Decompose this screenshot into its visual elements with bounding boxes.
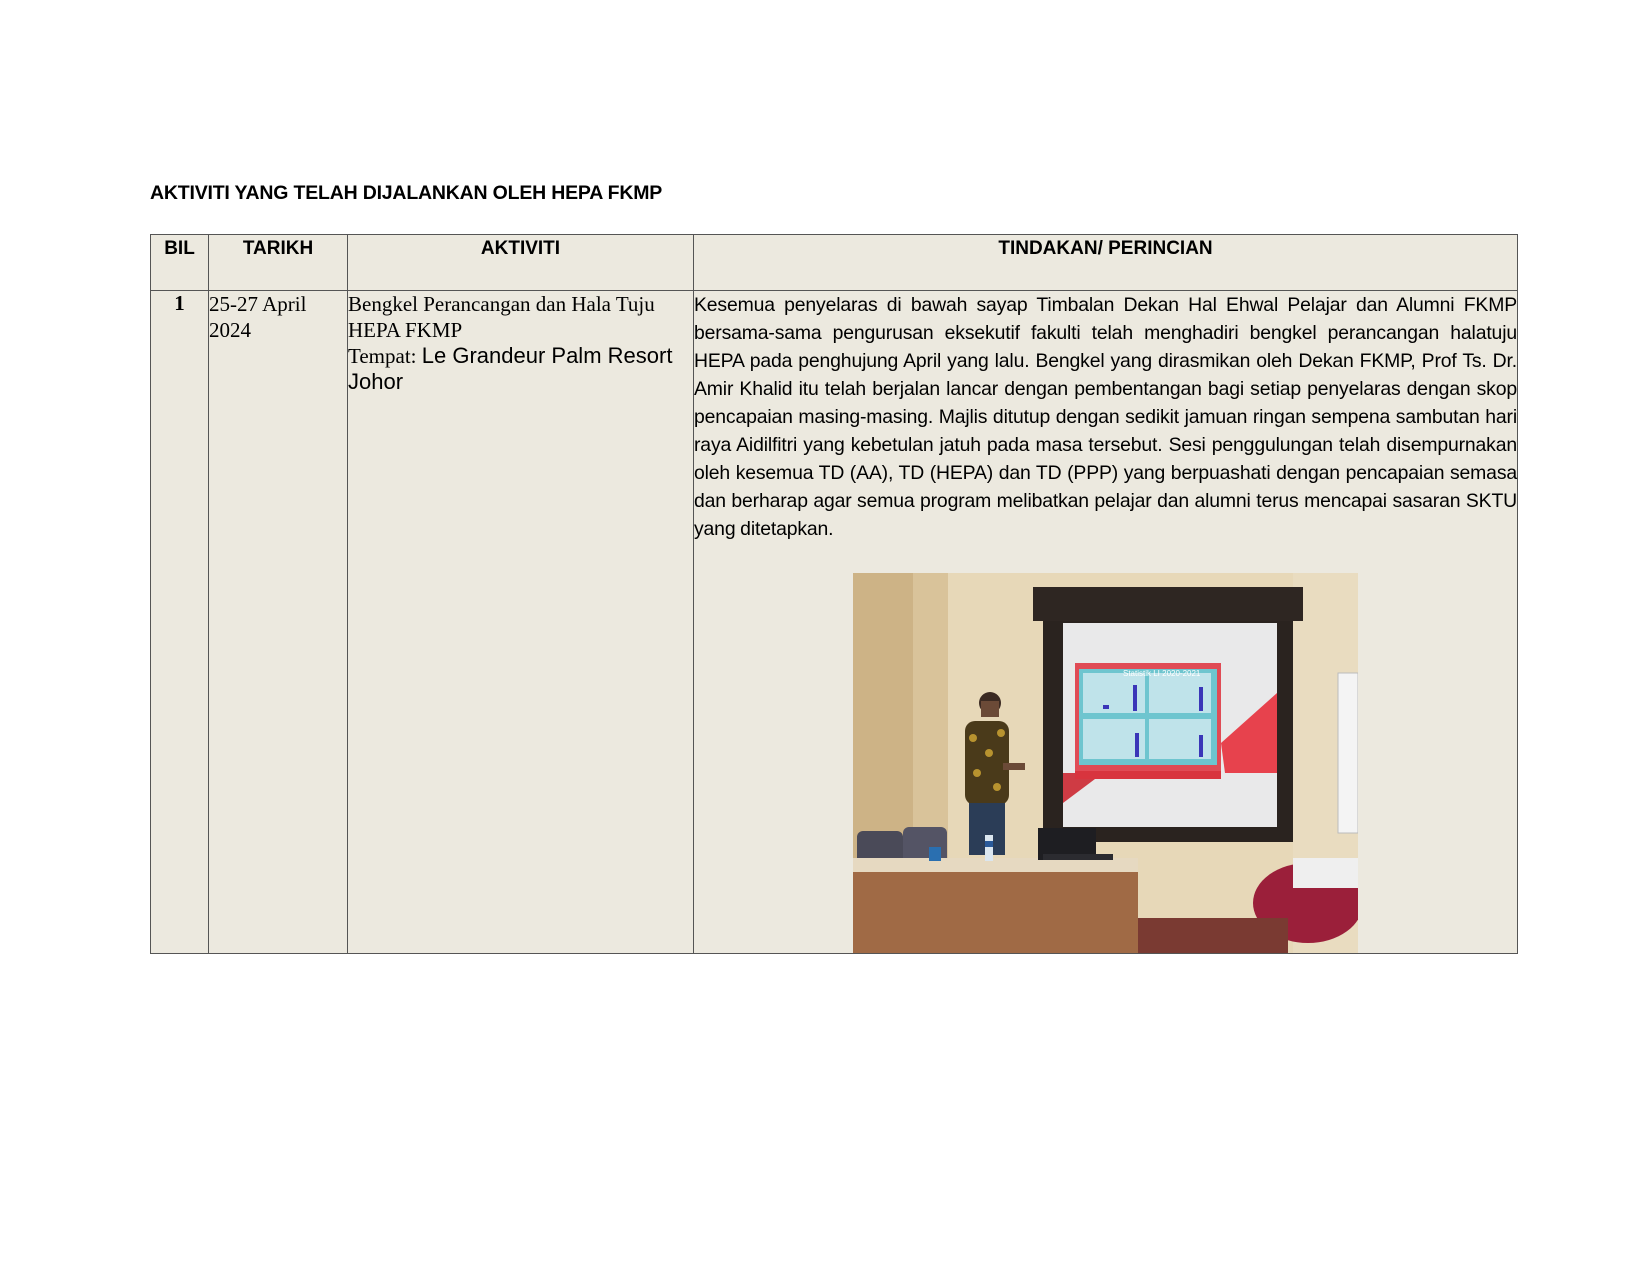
activity-photo [853,573,1358,953]
header-bil: BIL [151,235,209,291]
activity-description: Kesemua penyelaras di bawah sayap Timbalan Dekan Hal Ehwal Pelajar dan Alumni FKMP bersama-sama pengurusan eksekutif fakulti telah menghadiri bengkel perancangan halatuju HEPA pada penghujung April yang lalu. Bengkel yang dirasmikan oleh Dekan FKMP, Prof Ts. Dr. Amir Khalid itu telah berjalan lancar dengan pembentangan bagi setiap penyelaras dengan skop pencapaian masing-masing. Majlis ditutup dengan sedikit jamuan ringan sempena sambutan hari raya Aidilfitri yang kebetulan jatuh pada masa tersebut. Sesi penggulungan telah disempurnakan oleh kesemua TD (AA), TD (HEPA) dan TD (PPP) yang berpuashati dengan pencapaian semasa dan berharap agar semua program melibatkan pelajar dan alumni terus mencapai sasaran SKTU yang ditetapkan. [694,294,1517,540]
row-number: 1 [151,291,209,954]
row-details [694,291,1518,954]
row-activity [348,291,694,954]
document-heading: AKTIVITI YANG TELAH DIJALANKAN OLEH HEPA FKMP [150,182,663,204]
table-header-row [151,235,1518,291]
activity-venue [348,343,693,395]
venue-label: Tempat: [348,344,417,368]
header-tarikh: TARIKH [209,235,348,291]
activity-table [150,234,1518,954]
row-date: 25-27 April 2024 [209,291,348,954]
screen-title: Statistik LI 2020-2021 [1123,669,1201,678]
table-row [151,291,1518,954]
venue-value: Le Grandeur Palm Resort Johor [348,343,673,394]
header-tindakan: TINDAKAN/ PERINCIAN [694,235,1518,291]
header-aktiviti: AKTIVITI [348,235,694,291]
activity-title: Bengkel Perancangan dan Hala Tuju HEPA FKMP [348,292,655,342]
